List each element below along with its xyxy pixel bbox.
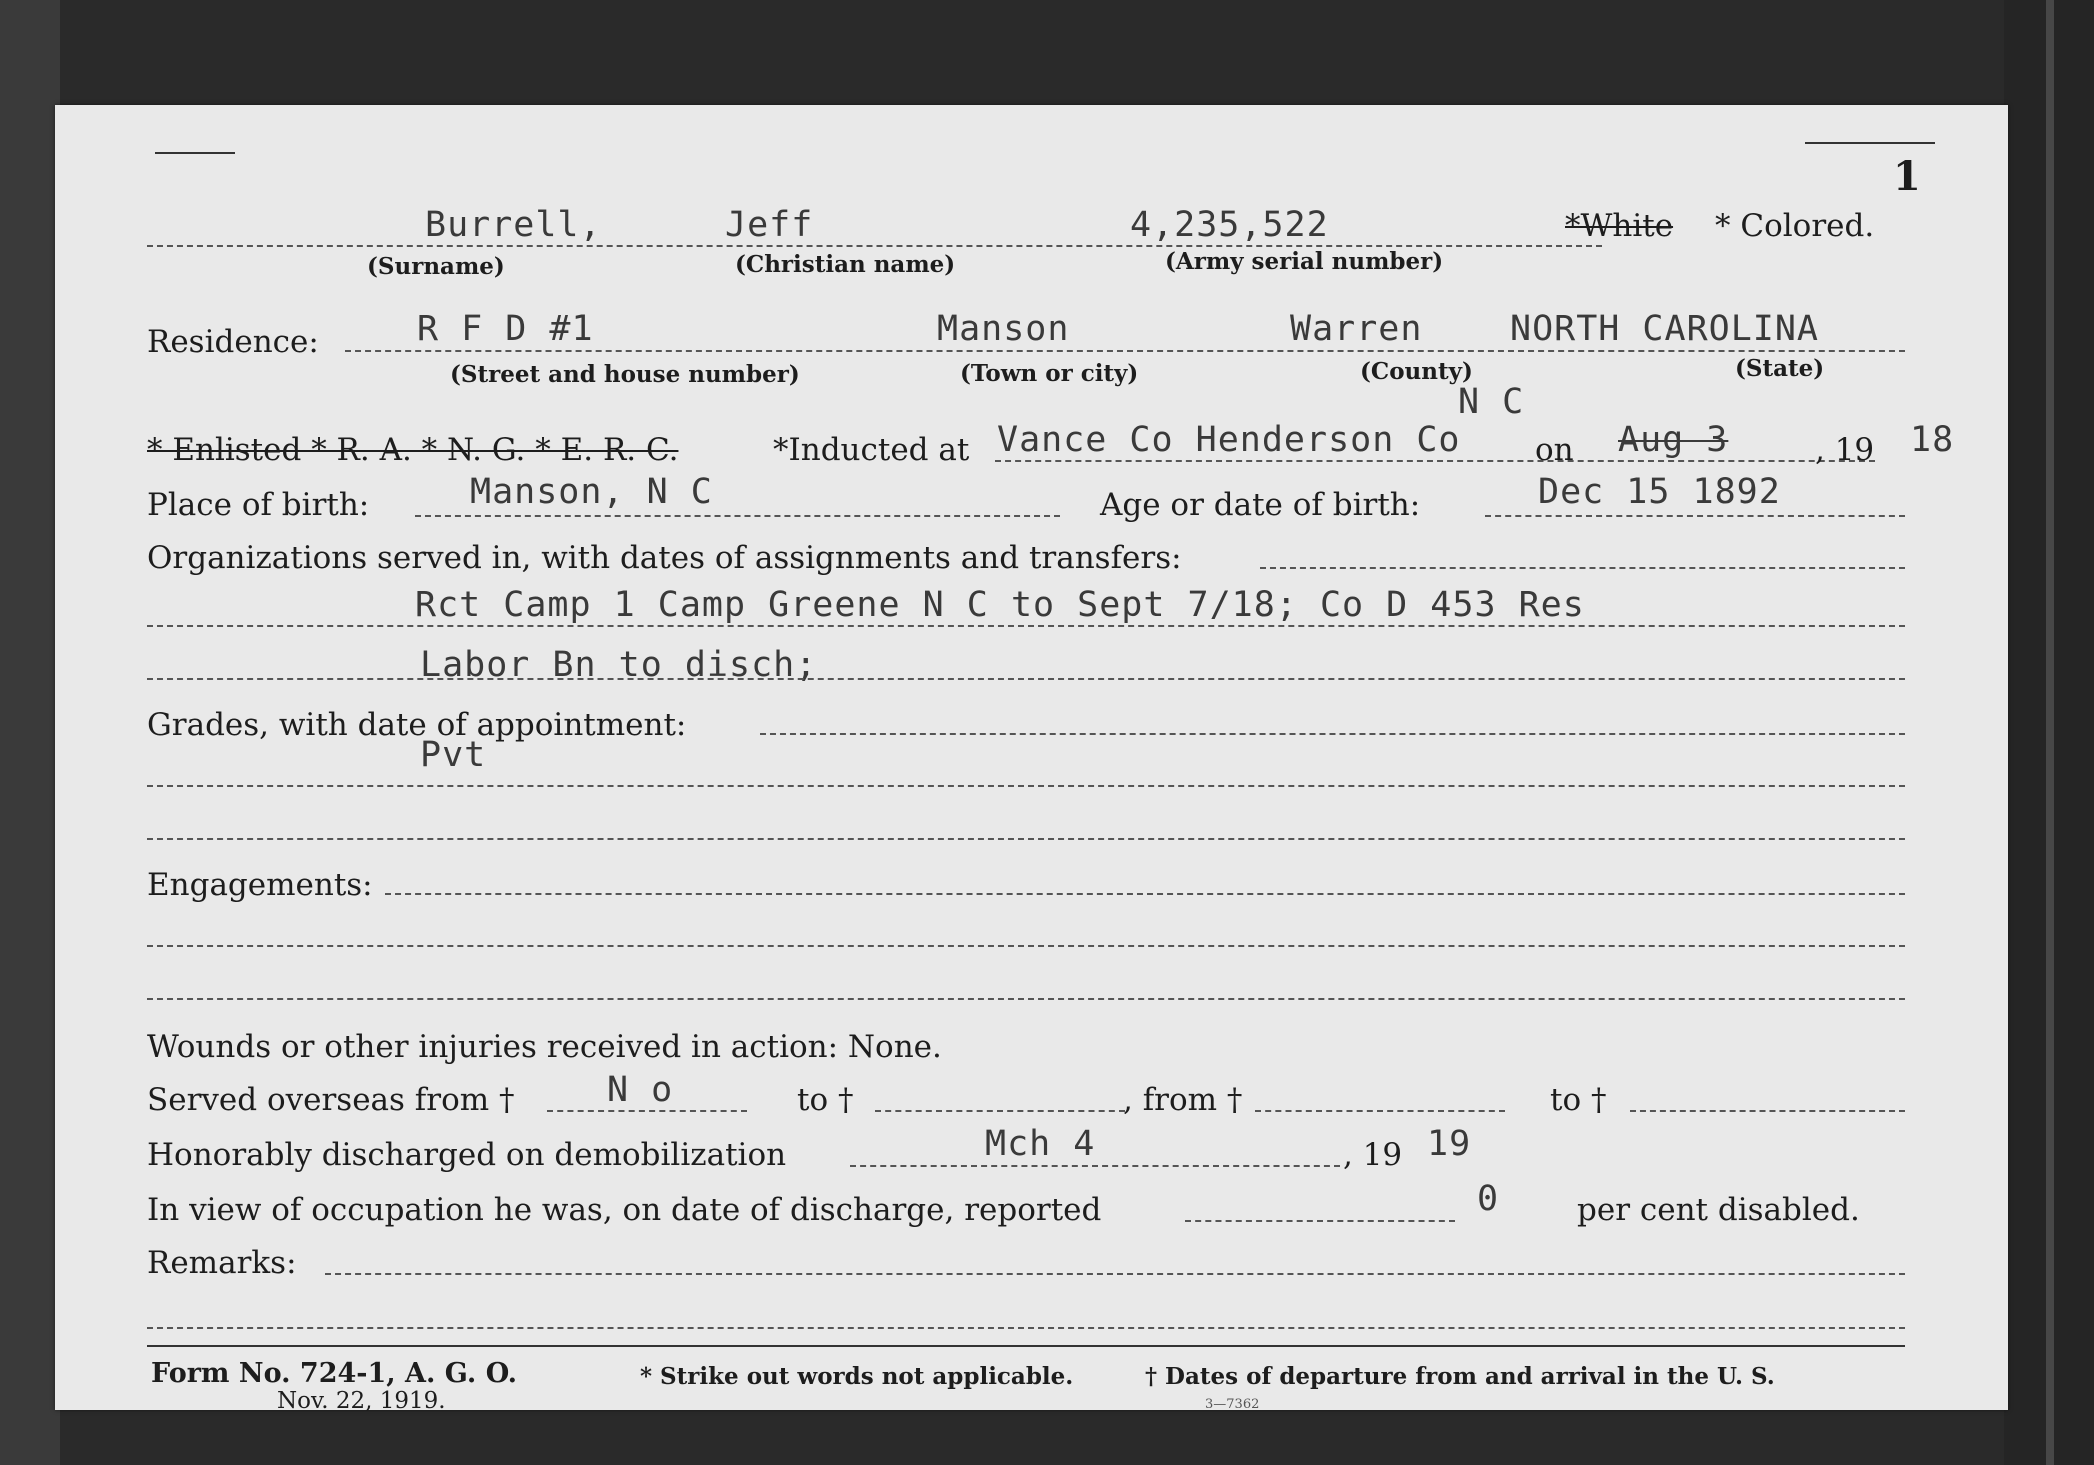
discharge-year-value: 19	[1427, 1124, 1472, 1164]
grades-label: Grades, with date of appointment:	[147, 707, 687, 743]
card-number: 1	[1893, 153, 1921, 200]
overseas-from-line-2	[1255, 1110, 1505, 1112]
enlisted-options-struck: * Enlisted * R. A. * N. G. * E. R. C.	[147, 432, 679, 468]
organizations-line-1	[1260, 567, 1905, 569]
organizations-value-1: Rct Camp 1 Camp Greene N C to Sept 7/18; Co D 453 Res	[415, 585, 1585, 625]
engagements-line-2	[147, 945, 1905, 947]
place-of-birth-label: Place of birth:	[147, 487, 370, 523]
engagements-line-3	[147, 998, 1905, 1000]
remarks-line-1	[325, 1273, 1905, 1275]
scan-background-strip	[2046, 0, 2054, 1465]
residence-label: Residence:	[147, 324, 319, 360]
discharge-year-prefix: , 19	[1343, 1137, 1403, 1173]
induction-year-prefix: , 19	[1815, 432, 1875, 468]
date-of-birth-line	[1485, 515, 1905, 517]
disability-line	[1185, 1220, 1455, 1222]
county-caption: (County)	[1360, 358, 1473, 385]
engagements-label: Engagements:	[147, 867, 373, 903]
state-caption: (State)	[1735, 355, 1825, 382]
overseas-from-label-2: , from †	[1123, 1082, 1243, 1118]
discharge-date-value: Mch 4	[985, 1124, 1096, 1164]
place-of-birth-value: Manson, N C	[470, 472, 713, 512]
residence-street-value: R F D #1	[417, 309, 594, 349]
organizations-line-3	[147, 678, 1905, 680]
overseas-to-label-2: to †	[1550, 1082, 1607, 1118]
scan-background-left	[0, 0, 60, 1465]
overseas-to-line-2	[1630, 1110, 1905, 1112]
print-code: 3—7362	[1205, 1397, 1260, 1412]
organizations-label: Organizations served in, with dates of assignments and transfers:	[147, 540, 1182, 576]
residence-county-value: Warren	[1290, 309, 1423, 349]
inducted-line	[995, 460, 1875, 462]
wounds-statement: Wounds or other injuries received in action: None.	[147, 1029, 942, 1065]
disability-suffix: per cent disabled.	[1577, 1192, 1860, 1228]
footer-rule	[147, 1345, 1905, 1347]
race-colored: * Colored.	[1715, 208, 1875, 244]
service-record-card	[55, 105, 2008, 1414]
form-date: Nov. 22, 1919.	[277, 1388, 446, 1414]
serial-number-value: 4,235,522	[1130, 205, 1329, 245]
overseas-from-line	[547, 1110, 747, 1112]
disability-value: 0	[1477, 1179, 1500, 1219]
induction-date-value: Aug 3	[1618, 420, 1729, 460]
engagements-line-1	[385, 893, 1905, 895]
discharge-label: Honorably discharged on demobilization	[147, 1137, 787, 1173]
organizations-value-2: Labor Bn to disch;	[420, 645, 818, 685]
christian-name-value: Jeff	[725, 205, 814, 245]
overseas-to-label-1: to †	[797, 1082, 854, 1118]
discharge-date-line	[850, 1165, 1340, 1167]
street-caption: (Street and house number)	[450, 361, 800, 388]
overseas-from-value: N o	[607, 1070, 674, 1110]
form-number: Form No. 724-1, A. G. O.	[151, 1358, 518, 1389]
induction-place-value: Vance Co Henderson Co	[997, 420, 1461, 460]
served-overseas-label: Served overseas from †	[147, 1082, 515, 1118]
remarks-line-2	[147, 1327, 1905, 1329]
inducted-at-label: *Inducted at	[773, 432, 970, 468]
surname-value: Burrell,	[425, 205, 602, 245]
grades-line-3	[147, 838, 1905, 840]
overseas-to-line-1	[875, 1110, 1125, 1112]
top-left-rule	[155, 152, 235, 154]
induction-note-nc: N C	[1458, 382, 1525, 422]
race-white-struck: *White	[1565, 208, 1674, 244]
date-of-birth-value: Dec 15 1892	[1538, 472, 1781, 512]
induction-year-value: 18	[1910, 420, 1955, 460]
grades-line-1	[760, 733, 1905, 735]
on-label: on	[1535, 432, 1574, 468]
disability-label: In view of occupation he was, on date of discharge, reported	[147, 1192, 1102, 1228]
date-of-birth-label: Age or date of birth:	[1100, 487, 1421, 523]
name-line	[147, 245, 1602, 247]
christian-name-caption: (Christian name)	[735, 251, 956, 278]
town-caption: (Town or city)	[960, 360, 1139, 387]
surname-caption: (Surname)	[367, 253, 505, 280]
residence-town-value: Manson	[937, 309, 1070, 349]
grades-value: Pvt	[420, 735, 487, 775]
serial-number-caption: (Army serial number)	[1165, 248, 1444, 275]
residence-state-value: NORTH CAROLINA	[1510, 309, 1820, 349]
remarks-label: Remarks:	[147, 1245, 297, 1281]
place-of-birth-line	[415, 515, 1060, 517]
strike-out-note: * Strike out words not applicable.	[640, 1363, 1074, 1390]
grades-line-2	[147, 785, 1905, 787]
organizations-line-2	[147, 625, 1905, 627]
top-right-rule	[1805, 142, 1935, 144]
dates-note: † Dates of departure from and arrival in the U. S.	[1145, 1363, 1775, 1390]
residence-line	[345, 350, 1905, 352]
